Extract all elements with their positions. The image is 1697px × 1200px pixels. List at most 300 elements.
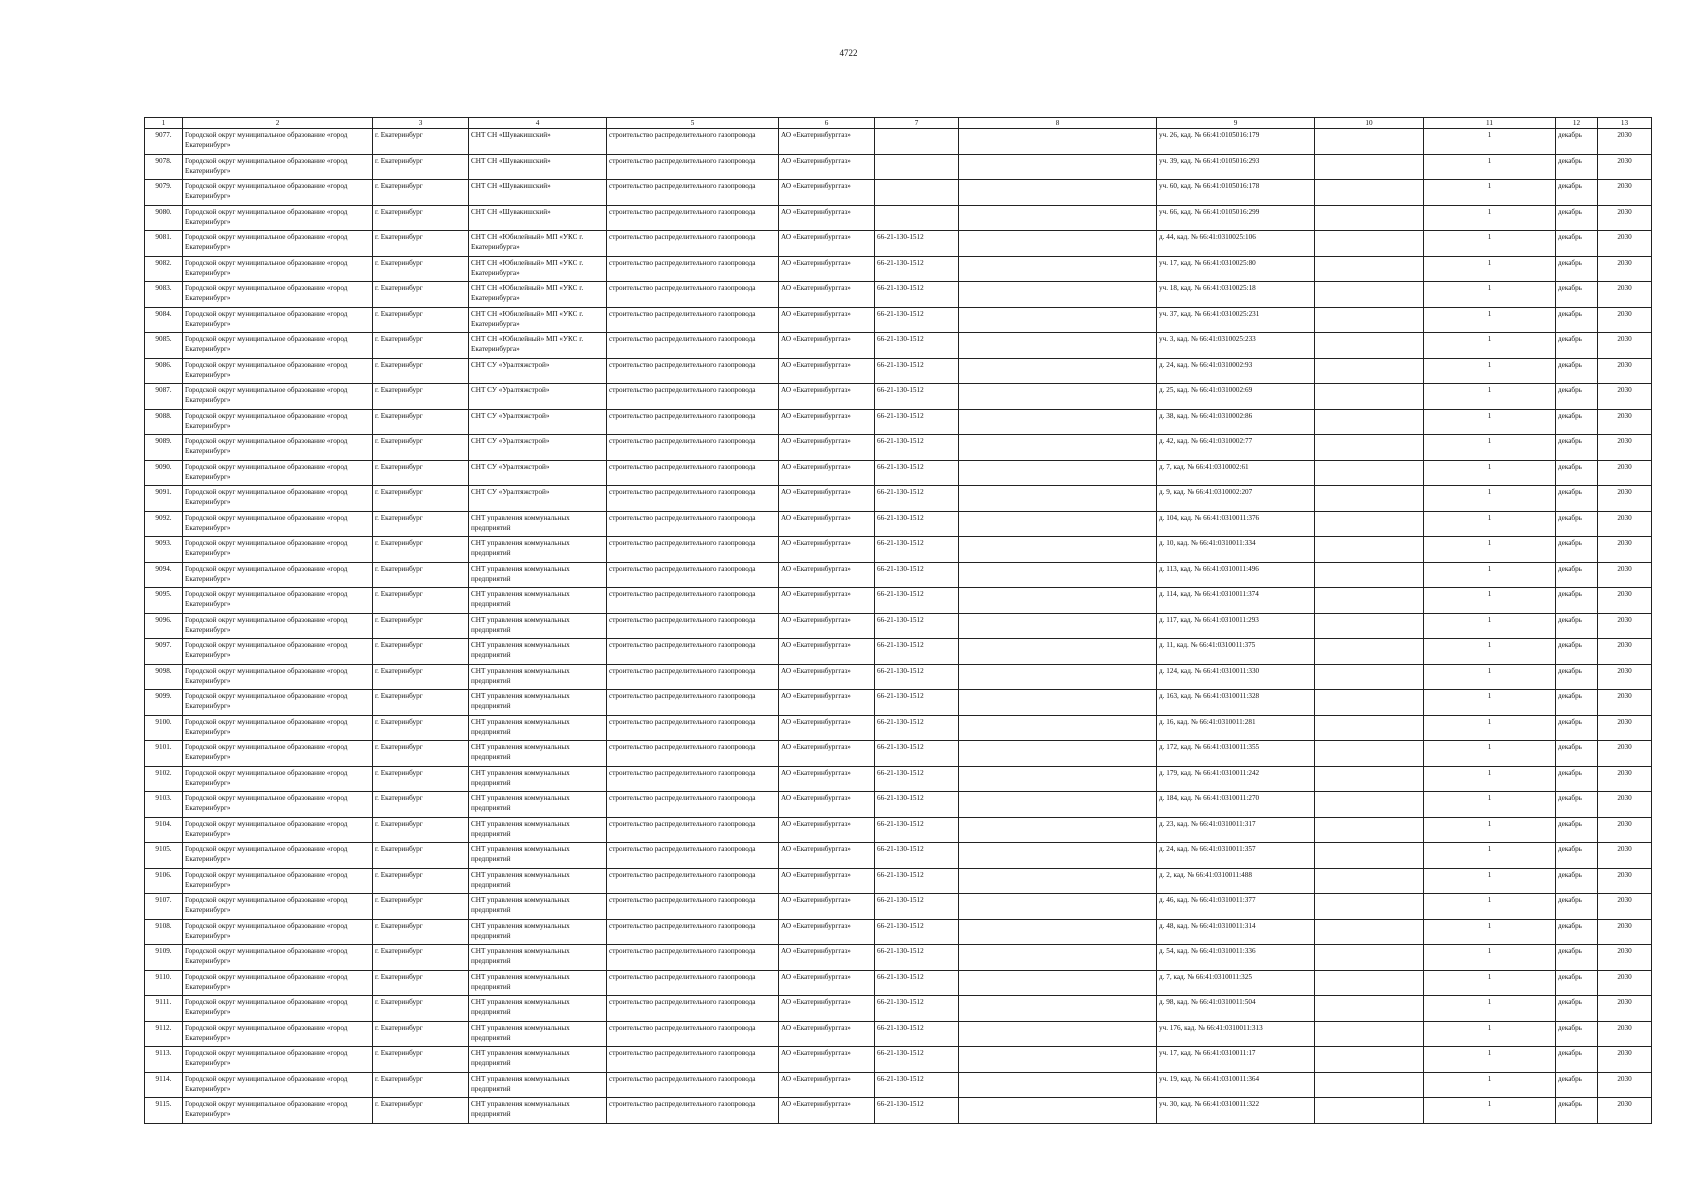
municipality-cell: Городской округ муниципальное образование «город Екатеринбург» [183,282,373,308]
year-cell: 2030 [1598,639,1652,665]
work-type-cell: строительство распределительного газопровода [607,690,779,716]
municipality-cell: Городской округ муниципальное образование «город Екатеринбург» [183,180,373,206]
address-cell: д. 38, кад. № 66:41:0310002:86 [1157,409,1315,435]
month-cell: декабрь [1556,741,1598,767]
municipality-cell: Городской округ муниципальное образование «город Екатеринбург» [183,945,373,971]
month-cell: декабрь [1556,307,1598,333]
empty-cell [959,307,1157,333]
city-cell: г. Екатеринбург [373,868,469,894]
table-row [145,945,1652,971]
count-cell: 1 [1424,1021,1556,1047]
table-row [145,384,1652,410]
city-cell: г. Екатеринбург [373,307,469,333]
address-cell: уч. 26, кад. № 66:41:0105016:179 [1157,129,1315,155]
table-row [145,333,1652,359]
month-cell: декабрь [1556,460,1598,486]
work-type-cell: строительство распределительного газопровода [607,562,779,588]
row-number: 9103. [145,792,183,818]
month-cell: декабрь [1556,409,1598,435]
company-cell: АО «Екатеринбурггаз» [779,970,875,996]
empty-cell [1315,205,1424,231]
month-cell: декабрь [1556,435,1598,461]
company-cell: АО «Екатеринбурггаз» [779,664,875,690]
column-number: 4 [469,118,607,129]
empty-cell [1315,384,1424,410]
organization-cell: СНТ управления коммунальных предприятий [469,562,607,588]
empty-cell [1315,358,1424,384]
month-cell: декабрь [1556,970,1598,996]
row-number: 9095. [145,588,183,614]
organization-cell: СНТ СУ «Уралтяжстрой» [469,384,607,410]
empty-cell [959,792,1157,818]
municipality-cell: Городской округ муниципальное образование «город Екатеринбург» [183,843,373,869]
empty-cell [959,333,1157,359]
table-row [145,180,1652,206]
city-cell: г. Екатеринбург [373,715,469,741]
code-cell [875,205,959,231]
empty-cell [1315,435,1424,461]
company-cell: АО «Екатеринбурггаз» [779,715,875,741]
work-type-cell: строительство распределительного газопровода [607,180,779,206]
address-cell: д. 113, кад. № 66:41:0310011:496 [1157,562,1315,588]
year-cell: 2030 [1598,715,1652,741]
table-row [145,511,1652,537]
month-cell: декабрь [1556,588,1598,614]
month-cell: декабрь [1556,613,1598,639]
row-number: 9113. [145,1047,183,1073]
year-cell: 2030 [1598,511,1652,537]
code-cell: 66-21-130-1512 [875,868,959,894]
code-cell: 66-21-130-1512 [875,537,959,563]
code-cell: 66-21-130-1512 [875,588,959,614]
city-cell: г. Екатеринбург [373,460,469,486]
month-cell: декабрь [1556,639,1598,665]
row-number: 9101. [145,741,183,767]
row-number: 9081. [145,231,183,257]
count-cell: 1 [1424,307,1556,333]
empty-cell [1315,1047,1424,1073]
organization-cell: СНТ управления коммунальных предприятий [469,868,607,894]
row-number: 9099. [145,690,183,716]
company-cell: АО «Екатеринбурггаз» [779,1098,875,1124]
table-row [145,894,1652,920]
count-cell: 1 [1424,792,1556,818]
municipality-cell: Городской округ муниципальное образование «город Екатеринбург» [183,537,373,563]
address-cell: д. 16, кад. № 66:41:0310011:281 [1157,715,1315,741]
city-cell: г. Екатеринбург [373,919,469,945]
work-type-cell: строительство распределительного газопровода [607,868,779,894]
address-cell: уч. 37, кад. № 66:41:0310025:231 [1157,307,1315,333]
address-cell: д. 179, кад. № 66:41:0310011:242 [1157,766,1315,792]
column-number: 2 [183,118,373,129]
empty-cell [959,180,1157,206]
organization-cell: СНТ управления коммунальных предприятий [469,1021,607,1047]
table-row [145,307,1652,333]
year-cell: 2030 [1598,945,1652,971]
empty-cell [959,537,1157,563]
count-cell: 1 [1424,970,1556,996]
month-cell: декабрь [1556,894,1598,920]
address-cell: д. 23, кад. № 66:41:0310011:317 [1157,817,1315,843]
row-number: 9100. [145,715,183,741]
code-cell: 66-21-130-1512 [875,919,959,945]
month-cell: декабрь [1556,180,1598,206]
city-cell: г. Екатеринбург [373,256,469,282]
empty-cell [959,205,1157,231]
code-cell: 66-21-130-1512 [875,562,959,588]
municipality-cell: Городской округ муниципальное образование «город Екатеринбург» [183,1021,373,1047]
work-type-cell: строительство распределительного газопровода [607,486,779,512]
company-cell: АО «Екатеринбурггаз» [779,154,875,180]
company-cell: АО «Екатеринбурггаз» [779,843,875,869]
company-cell: АО «Екатеринбурггаз» [779,766,875,792]
city-cell: г. Екатеринбург [373,741,469,767]
empty-cell [959,1021,1157,1047]
month-cell: декабрь [1556,256,1598,282]
year-cell: 2030 [1598,486,1652,512]
empty-cell [959,384,1157,410]
empty-cell [1315,231,1424,257]
municipality-cell: Городской округ муниципальное образование «город Екатеринбург» [183,1047,373,1073]
organization-cell: СНТ управления коммунальных предприятий [469,639,607,665]
city-cell: г. Екатеринбург [373,1047,469,1073]
row-number: 9107. [145,894,183,920]
month-cell: декабрь [1556,358,1598,384]
row-number: 9102. [145,766,183,792]
code-cell: 66-21-130-1512 [875,1072,959,1098]
code-cell: 66-21-130-1512 [875,256,959,282]
year-cell: 2030 [1598,307,1652,333]
address-cell: уч. 17, кад. № 66:41:0310011:17 [1157,1047,1315,1073]
year-cell: 2030 [1598,588,1652,614]
work-type-cell: строительство распределительного газопровода [607,817,779,843]
municipality-cell: Городской округ муниципальное образование «город Екатеринбург» [183,588,373,614]
code-cell: 66-21-130-1512 [875,970,959,996]
year-cell: 2030 [1598,180,1652,206]
city-cell: г. Екатеринбург [373,792,469,818]
address-cell: д. 46, кад. № 66:41:0310011:377 [1157,894,1315,920]
city-cell: г. Екатеринбург [373,435,469,461]
empty-cell [959,409,1157,435]
table-row [145,358,1652,384]
work-type-cell: строительство распределительного газопровода [607,766,779,792]
empty-cell [1315,613,1424,639]
city-cell: г. Екатеринбург [373,1021,469,1047]
table-row [145,690,1652,716]
organization-cell: СНТ СН «Шувакишский» [469,205,607,231]
empty-cell [1315,639,1424,665]
organization-cell: СНТ управления коммунальных предприятий [469,1072,607,1098]
work-type-cell: строительство распределительного газопровода [607,996,779,1022]
company-cell: АО «Екатеринбурггаз» [779,894,875,920]
year-cell: 2030 [1598,1047,1652,1073]
code-cell: 66-21-130-1512 [875,639,959,665]
city-cell: г. Екатеринбург [373,639,469,665]
month-cell: декабрь [1556,1021,1598,1047]
city-cell: г. Екатеринбург [373,766,469,792]
month-cell: декабрь [1556,129,1598,155]
count-cell: 1 [1424,562,1556,588]
row-number: 9079. [145,180,183,206]
address-cell: уч. 17, кад. № 66:41:0310025:80 [1157,256,1315,282]
organization-cell: СНТ управления коммунальных предприятий [469,537,607,563]
count-cell: 1 [1424,486,1556,512]
organization-cell: СНТ СН «Юбилейный» МП «УКС г. Екатеринбурга» [469,333,607,359]
city-cell: г. Екатеринбург [373,358,469,384]
empty-cell [959,358,1157,384]
company-cell: АО «Екатеринбурггаз» [779,333,875,359]
city-cell: г. Екатеринбург [373,843,469,869]
organization-cell: СНТ СУ «Уралтяжстрой» [469,460,607,486]
table-row [145,154,1652,180]
table-row [145,843,1652,869]
municipality-cell: Городской округ муниципальное образование «город Екатеринбург» [183,639,373,665]
empty-cell [1315,664,1424,690]
year-cell: 2030 [1598,919,1652,945]
address-cell: уч. 66, кад. № 66:41:0105016:299 [1157,205,1315,231]
empty-cell [959,282,1157,308]
empty-cell [959,945,1157,971]
work-type-cell: строительство распределительного газопровода [607,409,779,435]
company-cell: АО «Екатеринбурггаз» [779,1072,875,1098]
code-cell [875,180,959,206]
empty-cell [1315,1072,1424,1098]
year-cell: 2030 [1598,843,1652,869]
table-row [145,868,1652,894]
row-number: 9086. [145,358,183,384]
organization-cell: СНТ управления коммунальных предприятий [469,817,607,843]
municipality-cell: Городской округ муниципальное образование «город Екатеринбург» [183,894,373,920]
city-cell: г. Екатеринбург [373,1098,469,1124]
municipality-cell: Городской округ муниципальное образование «город Екатеринбург» [183,511,373,537]
code-cell: 66-21-130-1512 [875,384,959,410]
city-cell: г. Екатеринбург [373,409,469,435]
work-type-cell: строительство распределительного газопровода [607,435,779,461]
city-cell: г. Екатеринбург [373,154,469,180]
count-cell: 1 [1424,358,1556,384]
company-cell: АО «Екатеринбурггаз» [779,282,875,308]
work-type-cell: строительство распределительного газопровода [607,1047,779,1073]
row-number: 9106. [145,868,183,894]
code-cell: 66-21-130-1512 [875,613,959,639]
work-type-cell: строительство распределительного газопровода [607,639,779,665]
year-cell: 2030 [1598,358,1652,384]
year-cell: 2030 [1598,129,1652,155]
organization-cell: СНТ управления коммунальных предприятий [469,843,607,869]
empty-cell [1315,537,1424,563]
code-cell: 66-21-130-1512 [875,741,959,767]
company-cell: АО «Екатеринбурггаз» [779,180,875,206]
year-cell: 2030 [1598,409,1652,435]
work-type-cell: строительство распределительного газопровода [607,205,779,231]
row-number: 9104. [145,817,183,843]
municipality-cell: Городской округ муниципальное образование «город Екатеринбург» [183,868,373,894]
organization-cell: СНТ СУ «Уралтяжстрой» [469,358,607,384]
city-cell: г. Екатеринбург [373,664,469,690]
row-number: 9078. [145,154,183,180]
work-type-cell: строительство распределительного газопровода [607,129,779,155]
work-type-cell: строительство распределительного газопровода [607,792,779,818]
count-cell: 1 [1424,639,1556,665]
municipality-cell: Городской округ муниципальное образование «город Екатеринбург» [183,919,373,945]
month-cell: декабрь [1556,817,1598,843]
row-number: 9110. [145,970,183,996]
code-cell: 66-21-130-1512 [875,843,959,869]
year-cell: 2030 [1598,613,1652,639]
company-cell: АО «Екатеринбурггаз» [779,817,875,843]
city-cell: г. Екатеринбург [373,384,469,410]
table-row [145,588,1652,614]
table-row [145,1021,1652,1047]
municipality-cell: Городской округ муниципальное образование «город Екатеринбург» [183,970,373,996]
organization-cell: СНТ управления коммунальных предприятий [469,792,607,818]
code-cell: 66-21-130-1512 [875,486,959,512]
empty-cell [1315,970,1424,996]
empty-cell [1315,945,1424,971]
code-cell: 66-21-130-1512 [875,664,959,690]
city-cell: г. Екатеринбург [373,486,469,512]
municipality-cell: Городской округ муниципальное образование «город Екатеринбург» [183,690,373,716]
column-number-row [145,118,1652,129]
address-cell: уч. 176, кад. № 66:41:0310011:313 [1157,1021,1315,1047]
municipality-cell: Городской округ муниципальное образование «город Екатеринбург» [183,154,373,180]
company-cell: АО «Екатеринбурггаз» [779,588,875,614]
city-cell: г. Екатеринбург [373,282,469,308]
empty-cell [959,1072,1157,1098]
code-cell: 66-21-130-1512 [875,282,959,308]
table-row [145,256,1652,282]
empty-cell [1315,817,1424,843]
row-number: 9089. [145,435,183,461]
city-cell: г. Екатеринбург [373,333,469,359]
column-number: 5 [607,118,779,129]
month-cell: декабрь [1556,996,1598,1022]
count-cell: 1 [1424,256,1556,282]
work-type-cell: строительство распределительного газопровода [607,613,779,639]
month-cell: декабрь [1556,333,1598,359]
row-number: 9105. [145,843,183,869]
company-cell: АО «Екатеринбурггаз» [779,741,875,767]
code-cell: 66-21-130-1512 [875,409,959,435]
year-cell: 2030 [1598,435,1652,461]
table-row [145,409,1652,435]
row-number: 9098. [145,664,183,690]
empty-cell [959,919,1157,945]
municipality-cell: Городской округ муниципальное образование «город Екатеринбург» [183,333,373,359]
municipality-cell: Городской округ муниципальное образование «город Екатеринбург» [183,1072,373,1098]
table-row [145,537,1652,563]
month-cell: декабрь [1556,537,1598,563]
city-cell: г. Екатеринбург [373,690,469,716]
municipality-cell: Городской округ муниципальное образование «город Екатеринбург» [183,766,373,792]
code-cell: 66-21-130-1512 [875,231,959,257]
count-cell: 1 [1424,613,1556,639]
count-cell: 1 [1424,817,1556,843]
month-cell: декабрь [1556,205,1598,231]
address-cell: д. 117, кад. № 66:41:0310011:293 [1157,613,1315,639]
organization-cell: СНТ управления коммунальных предприятий [469,741,607,767]
work-type-cell: строительство распределительного газопровода [607,1098,779,1124]
organization-cell: СНТ управления коммунальных предприятий [469,766,607,792]
year-cell: 2030 [1598,664,1652,690]
row-number: 9085. [145,333,183,359]
year-cell: 2030 [1598,970,1652,996]
row-number: 9084. [145,307,183,333]
empty-cell [1315,333,1424,359]
organization-cell: СНТ СН «Юбилейный» МП «УКС г. Екатеринбурга» [469,307,607,333]
month-cell: декабрь [1556,919,1598,945]
address-cell: д. 114, кад. № 66:41:0310011:374 [1157,588,1315,614]
row-number: 9094. [145,562,183,588]
organization-cell: СНТ управления коммунальных предприятий [469,996,607,1022]
count-cell: 1 [1424,945,1556,971]
city-cell: г. Екатеринбург [373,1072,469,1098]
municipality-cell: Городской округ муниципальное образование «город Екатеринбург» [183,256,373,282]
code-cell: 66-21-130-1512 [875,358,959,384]
empty-cell [1315,511,1424,537]
count-cell: 1 [1424,996,1556,1022]
row-number: 9114. [145,1072,183,1098]
empty-cell [959,868,1157,894]
company-cell: АО «Екатеринбурггаз» [779,639,875,665]
work-type-cell: строительство распределительного газопровода [607,945,779,971]
address-cell: д. 24, кад. № 66:41:0310011:357 [1157,843,1315,869]
work-type-cell: строительство распределительного газопровода [607,231,779,257]
code-cell: 66-21-130-1512 [875,1098,959,1124]
address-cell: уч. 60, кад. № 66:41:0105016:178 [1157,180,1315,206]
count-cell: 1 [1424,333,1556,359]
year-cell: 2030 [1598,384,1652,410]
month-cell: декабрь [1556,1047,1598,1073]
company-cell: АО «Екатеринбурггаз» [779,690,875,716]
table-row [145,1098,1652,1124]
table-row [145,282,1652,308]
month-cell: декабрь [1556,562,1598,588]
row-number: 9097. [145,639,183,665]
work-type-cell: строительство распределительного газопровода [607,970,779,996]
empty-cell [959,129,1157,155]
table-row [145,129,1652,155]
month-cell: декабрь [1556,868,1598,894]
month-cell: декабрь [1556,843,1598,869]
municipality-cell: Городской округ муниципальное образование «город Екатеринбург» [183,358,373,384]
month-cell: декабрь [1556,282,1598,308]
address-cell: д. 7, кад. № 66:41:0310011:325 [1157,970,1315,996]
code-cell: 66-21-130-1512 [875,766,959,792]
empty-cell [1315,843,1424,869]
work-type-cell: строительство распределительного газопровода [607,919,779,945]
empty-cell [959,894,1157,920]
count-cell: 1 [1424,766,1556,792]
column-number: 6 [779,118,875,129]
company-cell: АО «Екатеринбурггаз» [779,537,875,563]
row-number: 9109. [145,945,183,971]
empty-cell [1315,919,1424,945]
table-row [145,919,1652,945]
municipality-cell: Городской округ муниципальное образование «город Екатеринбург» [183,231,373,257]
organization-cell: СНТ СУ «Уралтяжстрой» [469,409,607,435]
organization-cell: СНТ СУ «Уралтяжстрой» [469,486,607,512]
address-cell: д. 104, кад. № 66:41:0310011:376 [1157,511,1315,537]
table-row [145,715,1652,741]
city-cell: г. Екатеринбург [373,817,469,843]
empty-cell [959,970,1157,996]
column-number: 12 [1556,118,1598,129]
row-number: 9090. [145,460,183,486]
year-cell: 2030 [1598,460,1652,486]
company-cell: АО «Екатеринбурггаз» [779,129,875,155]
count-cell: 1 [1424,205,1556,231]
